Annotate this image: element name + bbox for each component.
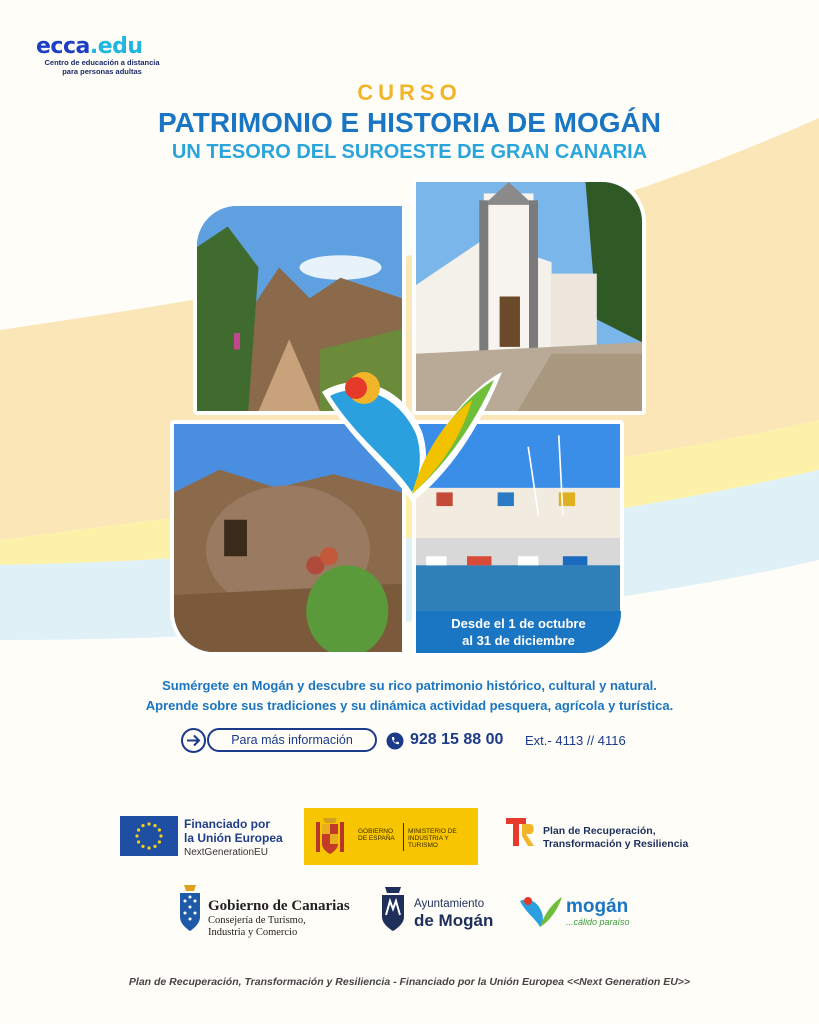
ecca-logo[interactable] — [36, 36, 176, 76]
prtr-logo-icon — [504, 814, 540, 850]
footer-note: Plan de Recuperación, Transformación y Resiliencia - Financiado por la Unión Europea <<Next Generation EU>> — [128, 976, 691, 988]
dates-line-1: Desde el 1 de octubre — [451, 616, 586, 631]
gobierno-espana-logo: GOBIERNO DE ESPAÑA MINISTERIO DE INDUSTRIA Y TURISMO — [304, 808, 478, 865]
arrow-right-icon[interactable] — [181, 728, 206, 753]
gobierno-canarias-label: Gobierno de Canarias Consejería de Turismo, Industria y Comercio — [208, 898, 350, 938]
mogan-brand-label: mogán ...cálido paraíso — [566, 896, 630, 927]
spain-coat-of-arms-icon — [312, 816, 348, 858]
page-subtitle: UN TESORO DEL SUROESTE DE GRAN CANARIA — [171, 141, 648, 163]
prtr-label: Plan de Recuperación, Transformación y Resiliencia — [543, 825, 689, 850]
phone-extension: Ext.- 4113 // 4116 — [525, 733, 626, 748]
logo-divider — [403, 823, 404, 851]
eu-funding-label: Financiado por la Unión Europea NextGenerationEU — [184, 817, 283, 858]
ayuntamiento-label: Ayuntamiento de Mogán — [414, 898, 494, 930]
canarias-crest-icon — [176, 883, 204, 933]
course-dates-badge — [416, 611, 621, 653]
course-kicker: CURSO — [357, 80, 462, 105]
logo-tagline-2: para personas adultas — [62, 67, 142, 76]
phone-icon — [386, 732, 404, 750]
mogan-emblem — [312, 352, 508, 510]
ayuntamiento-shield-icon — [380, 885, 406, 933]
phone-number[interactable]: 928 15 88 00 — [410, 731, 504, 748]
dates-line-2: al 31 de diciembre — [462, 633, 575, 648]
description-line-2: Aprende sobre sus tradiciones y su dinámica actividad pesquera, agrícola y turística. — [145, 698, 674, 713]
course-description — [0, 676, 819, 716]
description-line-1: Sumérgete en Mogán y descubre su rico patrimonio histórico, cultural y natural. — [162, 678, 657, 693]
more-info-button[interactable]: Para más información — [207, 728, 377, 752]
eu-flag-icon — [120, 816, 178, 856]
logo-tagline-1: Centro de educación a distancia — [44, 58, 160, 67]
page-title: PATRIMONIO E HISTORIA DE MOGÁN — [158, 107, 661, 138]
mogan-brand-icon — [518, 893, 564, 929]
logo-wordmark: ecca.edu — [36, 34, 143, 59]
